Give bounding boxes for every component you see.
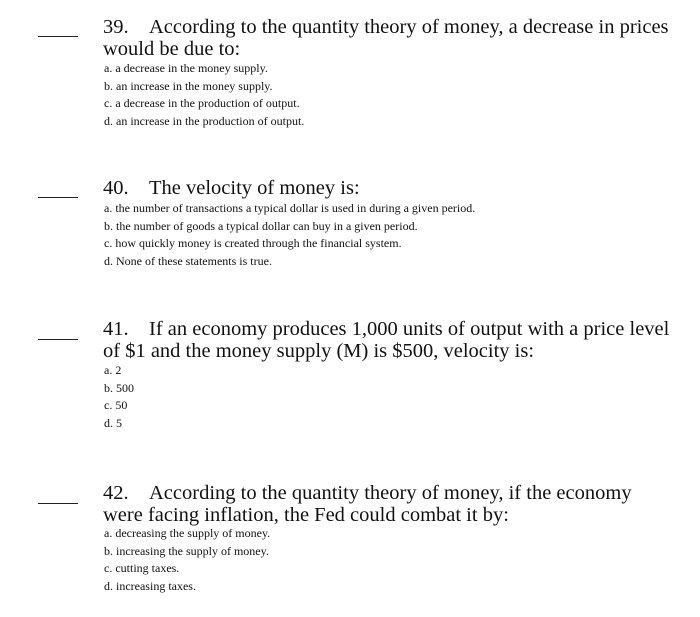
option-c[interactable]: c. 50 [104,398,128,413]
answer-blank[interactable] [38,36,78,37]
option-c[interactable]: c. a decrease in the production of output. [104,96,300,111]
option-c[interactable]: c. how quickly money is created through the financial system. [104,236,402,251]
question-text: According to the quantity theory of money, a decrease in prices would be due to: [103,16,669,60]
question-number: 41. [103,318,129,340]
question-number: 39. [103,16,129,38]
option-a[interactable]: a. a decrease in the money supply. [104,61,268,75]
answer-blank[interactable] [38,503,78,504]
option-b[interactable]: b. the number of goods a typical dollar can buy in a given period. [104,218,418,233]
answer-blank[interactable] [38,339,78,340]
option-d[interactable]: d. an increase in the production of output. [104,113,305,128]
options-list [104,60,304,130]
options-list [104,362,134,432]
options-list [104,200,475,270]
answer-blank[interactable] [38,197,78,198]
option-a[interactable]: a. decreasing the supply of money. [104,526,271,540]
option-d[interactable]: d. 5 [104,415,122,430]
options-list [104,525,270,595]
question-stem [103,177,673,199]
option-c[interactable]: c. cutting taxes. [104,561,180,576]
option-a[interactable]: a. 2 [104,363,122,377]
option-a[interactable]: a. the number of transactions a typical dollar is used in during a given period. [104,201,476,215]
question-text: If an economy produces 1,000 units of output with a price level of $1 and the money supply (M) is $500, velocity is: [103,318,670,362]
question-text: The velocity of money is: [149,177,360,199]
question-text: According to the quantity theory of money, if the economy were facing inflation, the Fed could combat it by: [103,482,632,526]
option-d[interactable]: d. increasing taxes. [104,578,196,593]
option-d[interactable]: d. None of these statements is true. [104,253,272,268]
option-b[interactable]: b. an increase in the money supply. [104,78,273,93]
question-number: 42. [103,482,129,504]
option-b[interactable]: b. 500 [104,380,134,395]
question-number: 40. [103,177,129,199]
question-stem [103,318,673,362]
option-b[interactable]: b. increasing the supply of money. [104,543,269,558]
question-stem [103,16,673,60]
question-stem [103,482,673,526]
